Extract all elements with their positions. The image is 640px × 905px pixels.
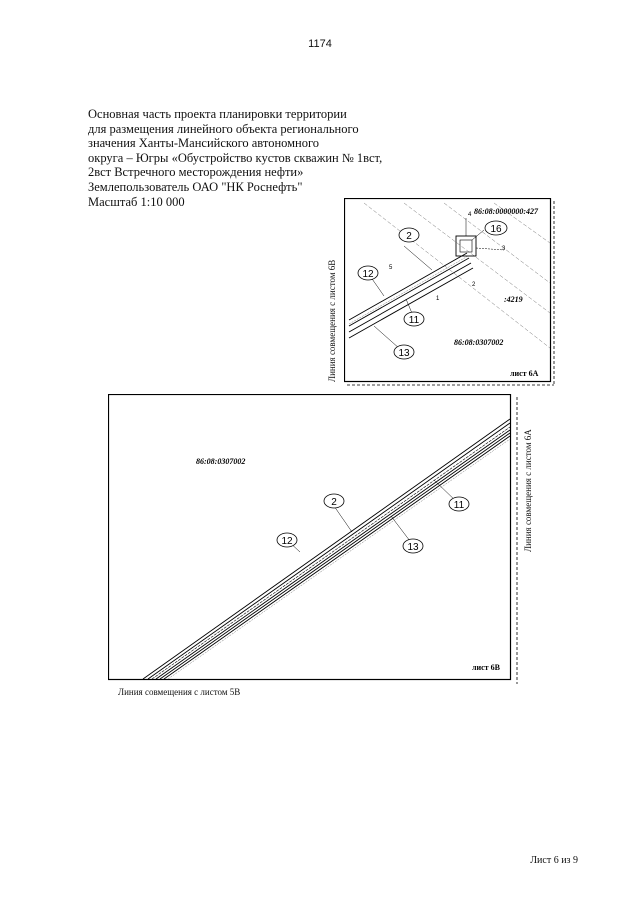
svg-text:13: 13: [398, 348, 410, 359]
callout-11: [404, 312, 424, 326]
callout-11: [449, 497, 469, 511]
svg-text:13: 13: [407, 542, 419, 553]
callout-2: [399, 228, 419, 242]
sheet-label: лист 6А: [510, 369, 539, 378]
parcel-label-top: 86:08:0000000:427: [474, 207, 538, 216]
point-label: 5: [389, 265, 393, 271]
svg-text:2: 2: [406, 231, 412, 242]
svg-text:12: 12: [281, 536, 293, 547]
parcel-label-main: 86:08:0307002: [196, 457, 246, 466]
heading-line: для размещения линейного объекта регионального: [88, 121, 359, 136]
sheet-counter: Лист 6 из 9: [530, 855, 578, 866]
callout-12: [358, 266, 378, 280]
svg-text:2: 2: [331, 497, 337, 508]
point-label: 4: [468, 212, 472, 218]
parcel-label-main: 86:08:0307002: [454, 338, 504, 347]
map-6v-canvas: [108, 394, 520, 686]
heading-line: значения Ханты-Мансийского автономного: [88, 136, 320, 151]
callout-13: [394, 345, 414, 359]
heading-line: Масштаб 1:10 000: [88, 194, 185, 209]
sheet-label: лист 6В: [472, 663, 500, 672]
page-number: 1174: [308, 38, 332, 50]
point-label: 2: [472, 282, 476, 288]
side-label-6a: Линия совмещения с листом 6В: [327, 259, 337, 382]
point-label: 3: [502, 246, 506, 252]
callout-16: [485, 221, 507, 235]
heading-line: Основная часть проекта планировки территории: [88, 107, 347, 121]
map-sheet-6a: [344, 198, 556, 386]
svg-text:11: 11: [408, 315, 420, 326]
document-heading: [88, 107, 388, 209]
heading-line: округа – Югры «Обустройство кустов скважин № 1вст,: [88, 150, 383, 165]
map-6a-canvas: [344, 198, 556, 386]
point-label: 1: [436, 296, 440, 302]
parcel-label-mid: :4219: [504, 295, 523, 304]
svg-text:12: 12: [362, 269, 374, 280]
svg-text:16: 16: [490, 224, 502, 235]
callout-2: [324, 494, 344, 508]
heading-line: 2вст Встречного месторождения нефти»: [88, 165, 304, 180]
svg-text:11: 11: [453, 500, 465, 511]
callout-12: [277, 533, 297, 547]
bottom-side-label: Линия совмещения с листом 5В: [118, 687, 241, 697]
callout-13: [403, 539, 423, 553]
map-sheet-6v: [108, 394, 520, 686]
heading-line: Землепользователь ОАО "НК Роснефть": [88, 179, 303, 194]
side-label-6v: Линия совмещения с листом 6А: [523, 429, 533, 552]
